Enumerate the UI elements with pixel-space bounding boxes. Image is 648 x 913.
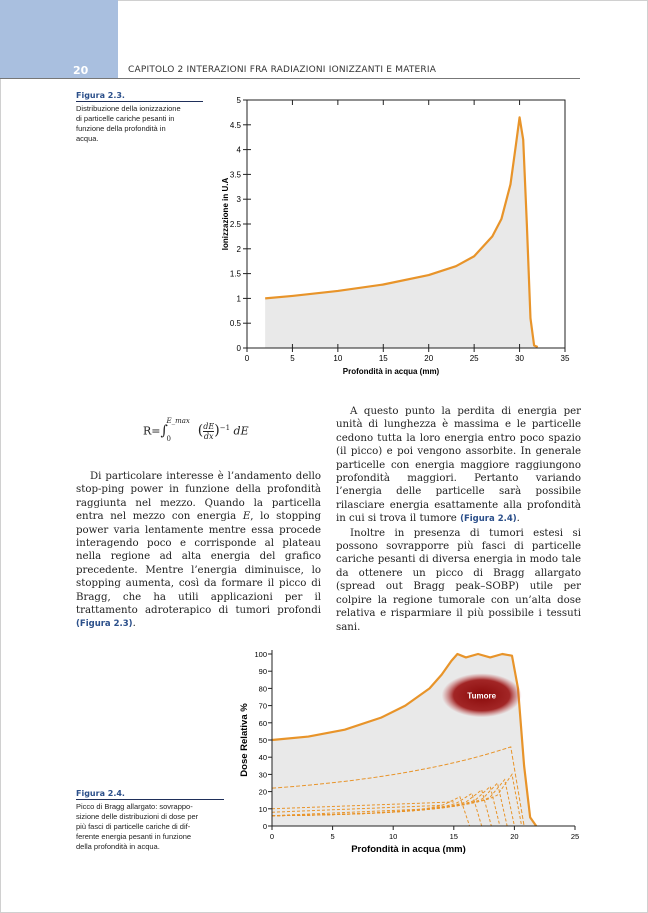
- text-span: .: [132, 618, 136, 630]
- figure-2-3-label: Figura 2.3.: [76, 91, 125, 100]
- tumor-label: Tumore: [467, 691, 497, 701]
- x-tick-label: 25: [570, 832, 580, 841]
- x-tick-label: 20: [424, 354, 434, 363]
- y-tick-label: 0.5: [229, 319, 241, 329]
- x-axis-label: Profondità in acqua (mm): [351, 844, 466, 855]
- x-tick-label: 15: [378, 354, 388, 363]
- y-tick-label: 90: [258, 667, 267, 677]
- figure-2-3-rule: [76, 101, 203, 102]
- figure-2-4-caption: [76, 802, 236, 852]
- caption-line: Picco di Bragg allargato: sovrappo-: [76, 802, 193, 811]
- y-tick-label: 2.5: [229, 220, 241, 229]
- formula-differential: dE: [233, 424, 249, 438]
- caption-line: Distribuzione della ionizzazione: [76, 104, 181, 113]
- y-tick-label: 30: [258, 770, 267, 780]
- x-tick-label: 20: [510, 832, 519, 841]
- x-tick-label: 35: [560, 354, 570, 363]
- caption-line: ferente energia pesanti in funzione: [76, 832, 192, 841]
- formula-denominator: dx: [203, 432, 214, 441]
- y-tick-label: 80: [258, 684, 267, 694]
- chapter-heading: CAPITOLO 2 INTERAZIONI FRA RADIAZIONI IONIZZANTI E MATERIA: [128, 65, 437, 75]
- y-tick-label: 70: [258, 701, 267, 711]
- paragraph: [336, 405, 581, 527]
- right-column: [336, 405, 581, 634]
- text-span: , lo stopping power varia lentamente mentre essa procede interagendo poco e corrisponde al plateau nella regione ad alta energia del grafico precedente. Mentre l’energia diminuisce, lo stopping aumenta, così da formare il picco di Bragg, che ha utili applicazioni per il trattamento adroterapico di tumori profondi: [76, 511, 321, 617]
- y-tick-label: 0: [236, 344, 241, 353]
- caption-line: acqua.: [76, 134, 99, 143]
- y-tick-label: 0: [262, 822, 267, 831]
- page-number: 20: [73, 64, 89, 77]
- y-tick-label: 60: [258, 718, 267, 728]
- figure-2-4-label: Figura 2.4.: [76, 789, 125, 798]
- x-axis-label: Profondità in acqua (mm): [342, 367, 440, 376]
- y-tick-label: 1.5: [229, 269, 241, 279]
- y-tick-label: 10: [258, 804, 267, 814]
- x-tick-label: 15: [449, 832, 458, 841]
- x-tick-label: 0: [269, 832, 275, 841]
- y-tick-label: 4.5: [229, 120, 241, 130]
- caption-line: sizione delle distribuzioni di dose per: [76, 812, 199, 821]
- energy-symbol: E: [242, 511, 251, 523]
- x-tick-label: 10: [389, 832, 398, 841]
- y-tick-label: 4: [236, 145, 241, 155]
- paragraph: Inoltre in presenza di tumori estesi si possono sovrapporre più fasci di particelle cariche pesanti di diversa energia in modo tale da ottenere un picco di Bragg allargato (spread out Bragg peak–SOBP) utile per colpire la regione tumorale con un’alta dose relativa e risparmiare il più possibile i tessuti sani.: [336, 527, 581, 633]
- formula-numerator: dE: [203, 422, 215, 431]
- area-fill: [265, 117, 538, 348]
- figure-2-3-ref[interactable]: (Figura 2.3): [76, 619, 133, 630]
- y-axis-label: Ionizzazione in U.A: [221, 177, 230, 251]
- header-rule: [118, 78, 580, 79]
- x-tick-label: 30: [515, 354, 525, 363]
- text-span: A questo punto la perdita di energia per unità di lunghezza è massima e le particelle cedono tutta la loro energia entro poco spazio (il picco) e poi vengono assorbite. In generale particelle con energia maggiore raggiungono profondità maggiori. Pertanto variando l’energia delle particelle sarà possibile rilasciare energia esattamente alla profondità in cui si trova il tumore: [336, 406, 581, 525]
- x-tick-label: 5: [330, 832, 335, 841]
- figure-2-4-rule: [76, 799, 224, 800]
- bragg-peak-chart: [212, 92, 582, 382]
- caption-line: funzione della profondità in: [76, 124, 166, 133]
- y-tick-label: 2: [236, 244, 241, 254]
- y-tick-label: 40: [258, 753, 267, 763]
- caption-line: di particelle cariche pesanti in: [76, 114, 175, 123]
- y-tick-label: 1: [236, 294, 241, 304]
- header-rule-left: [0, 78, 118, 79]
- y-tick-label: 5: [236, 96, 241, 105]
- x-tick-label: 0: [244, 354, 250, 363]
- text-span: Di particolare interesse è l’andamento dello stop-ping power in funzione della profondità raggiunta nel mezzo. Quando la particella entra nel mezzo con energia: [76, 471, 321, 523]
- y-axis-label: Dose Relativa %: [239, 703, 250, 777]
- y-tick-label: 50: [258, 736, 267, 745]
- y-tick-label: 3: [236, 195, 241, 205]
- formula-exponent: −1: [219, 423, 231, 432]
- caption-line: della profondità in acqua.: [76, 842, 160, 851]
- formula-lower-limit: 0: [166, 434, 171, 443]
- figure-2-3-caption: [76, 104, 206, 144]
- formula-upper-limit: E_max: [166, 416, 190, 425]
- figure-2-4-ref[interactable]: (Figura 2.4): [460, 514, 517, 525]
- x-tick-label: 25: [469, 354, 479, 363]
- y-tick-label: 3.5: [229, 170, 241, 180]
- caption-line: più fasci di particelle cariche di dif-: [76, 822, 191, 831]
- x-tick-label: 5: [290, 354, 295, 363]
- paragraph: [76, 470, 321, 632]
- x-tick-label: 10: [333, 354, 343, 363]
- header-color-block: [0, 0, 118, 78]
- formula-lhs: R=: [143, 424, 161, 438]
- y-tick-label: 20: [258, 787, 267, 797]
- y-tick-label: 100: [254, 650, 267, 659]
- range-formula: R=∫ 0 E_max ( $\frac{dE}{dx}$ )$^{-1}$ dE: [143, 416, 249, 443]
- text-span: .: [516, 513, 520, 525]
- left-column: [76, 470, 321, 632]
- sobp-chart: [234, 632, 584, 862]
